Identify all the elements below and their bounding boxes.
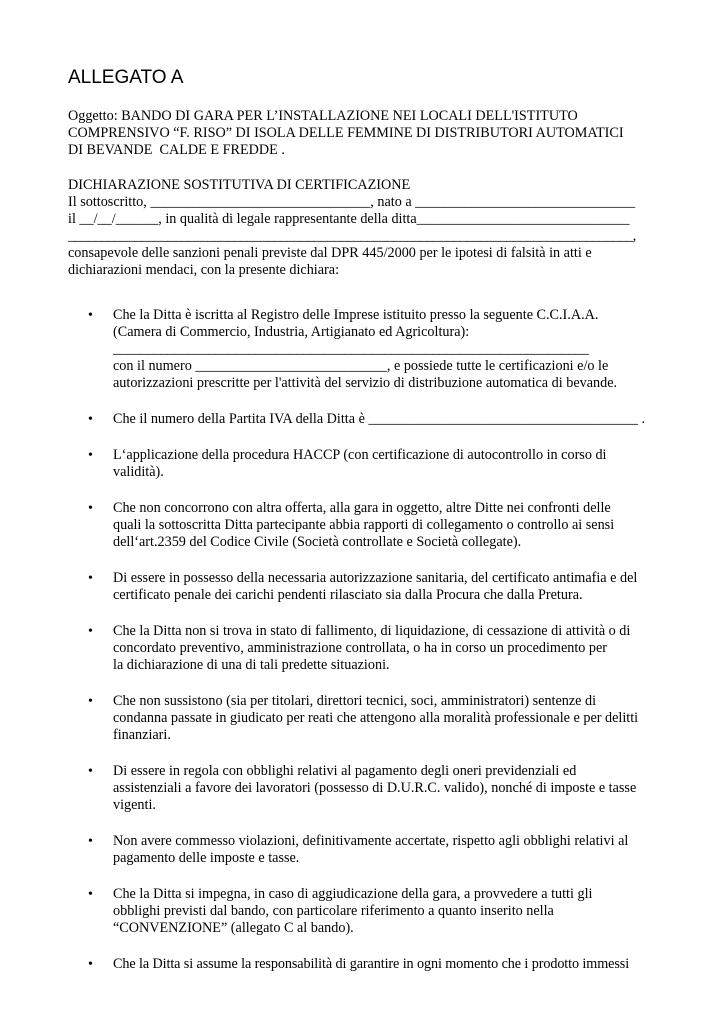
list-item [68,307,658,392]
item-line: (Camera di Commercio, Industria, Artigianato ed Agricoltura): [113,324,470,340]
list-item [68,500,658,551]
oggetto-paragraph [68,108,658,159]
item-line: Che non sussistono (sia per titolari, direttori tecnici, soci, amministratori) sentenze di [113,693,597,709]
item-line: Di essere in possesso della necessaria autorizzazione sanitaria, del certificato antimafia e del [113,570,638,586]
oggetto-line: Oggetto: BANDO DI GARA PER L’INSTALLAZIONE NEI LOCALI DELL'ISTITUTO [68,108,578,124]
bullet-icon: • [88,764,93,779]
list-item [68,693,658,744]
item-line: Che la Ditta si assume la responsabilità di garantire in ogni momento che i prodotto immessi [113,956,630,972]
item-line: pagamento delle imposte e tasse. [113,850,300,866]
dichiarazione-line: dichiarazioni mendaci, con la presente dichiara: [68,262,340,278]
list-item [68,411,658,428]
list-item [68,570,658,604]
item-line: validità). [113,464,164,480]
bullet-icon: • [88,571,93,586]
item-line: la dichiarazione di una di tali predette situazioni. [113,657,390,673]
item-line: condanna passate in giudicato per reati che attengono alla moralità professionale e per delitti [113,710,639,726]
item-line: dell‘art.2359 del Codice Civile (Società controllate e Società collegate). [113,534,522,550]
document-title: ALLEGATO A [68,67,184,88]
oggetto-line: DI BEVANDE CALDE E FREDDE . [68,142,285,158]
item-line: finanziari. [113,727,171,743]
bullet-icon: • [88,834,93,849]
item-line: concordato preventivo, amministrazione controllata, o ha in corso un procedimento per [113,640,608,656]
item-line: Che la Ditta è iscritta al Registro delle Imprese istituito presso la seguente C.C.I.A.A. [113,307,599,323]
bullet-icon: • [88,624,93,639]
item-line: Che non concorrono con altra offerta, alla gara in oggetto, altre Ditte nei confronti delle [113,500,611,516]
dichiarazione-line: Il sottoscritto, _______________________________, nato a _______________________________ [68,194,636,210]
bullet-icon: • [88,412,93,427]
item-line: Che il numero della Partita IVA della Ditta è ______________________________________ . [113,411,646,427]
item-line: Non avere commesso violazioni, definitivamente accertate, rispetto agli obblighi relativi al [113,833,629,849]
document-page [68,66,658,992]
dichiarazione-paragraph [68,177,658,279]
item-line: assistenziali a favore dei lavoratori (possesso di D.U.R.C. valido), nonché di imposte e tasse [113,780,637,796]
item-line: certificato penale dei carichi pendenti rilasciato sia dalla Procura che dalla Pretura. [113,587,583,603]
dichiarazione-line: _____________________________________________________________________________________, [68,228,636,244]
declaration-list [68,307,658,973]
list-item [68,623,658,674]
item-line: con il numero ___________________________, e possiede tutte le certificazioni e/o le [113,358,609,374]
item-line: quali la sottoscritta Ditta partecipante abbia rapporti di collegamento o controllo ai sensi [113,517,615,533]
bullet-icon: • [88,887,93,902]
item-line: autorizzazioni prescritte per l'attività del servizio di distribuzione automatica di bevande. [113,375,618,391]
dichiarazione-line: il __/__/______, in qualità di legale rappresentante della ditta______________________________ [68,211,630,227]
list-item [68,956,658,973]
bullet-icon: • [88,308,93,323]
item-line: “CONVENZIONE” (allegato C al bando). [113,920,354,936]
list-item [68,447,658,481]
dichiarazione-heading: DICHIARAZIONE SOSTITUTIVA DI CERTIFICAZIONE [68,177,411,193]
item-line: Che la Ditta si impegna, in caso di aggiudicazione della gara, a provvedere a tutti gli [113,886,593,902]
bullet-icon: • [88,694,93,709]
dichiarazione-line: consapevole delle sanzioni penali previste dal DPR 445/2000 per le ipotesi di falsità in atti e [68,245,592,261]
list-item [68,833,658,867]
item-line: Che la Ditta non si trova in stato di fallimento, di liquidazione, di cessazione di attività o di [113,623,631,639]
item-line: L‘applicazione della procedura HACCP (con certificazione di autocontrollo in corso di [113,447,607,463]
bullet-icon: • [88,501,93,516]
bullet-icon: • [88,957,93,972]
item-line: ______________________________________________________________________ [113,341,589,357]
bullet-icon: • [88,448,93,463]
list-item [68,763,658,814]
item-line: Di essere in regola con obblighi relativi al pagamento degli oneri previdenziali ed [113,763,577,779]
list-item [68,886,658,937]
oggetto-line: COMPRENSIVO “F. RISO” DI ISOLA DELLE FEMMINE DI DISTRIBUTORI AUTOMATICI [68,125,624,141]
item-line: vigenti. [113,797,156,813]
item-line: obblighi previsti dal bando, con particolare riferimento a quanto inserito nella [113,903,554,919]
